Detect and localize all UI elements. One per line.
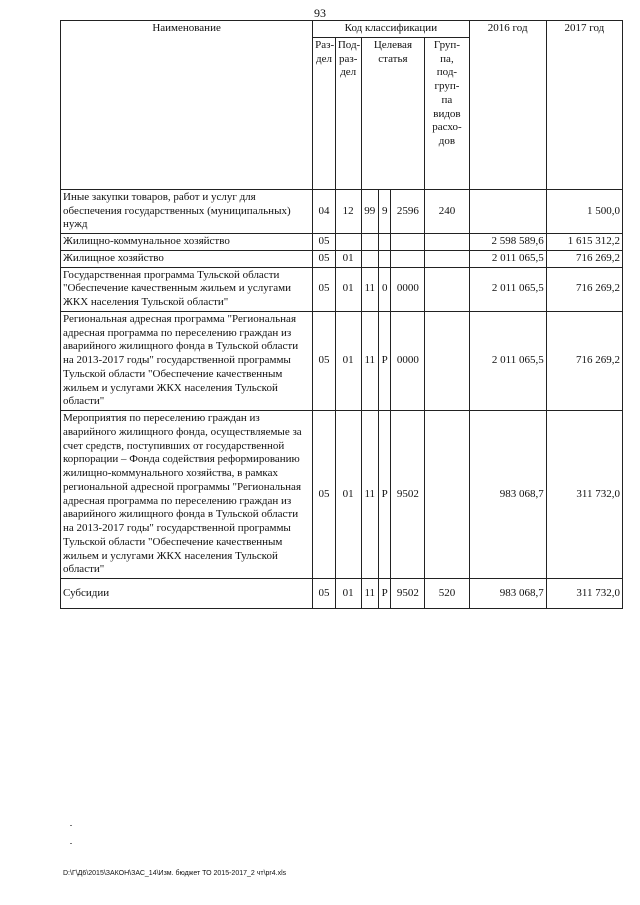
header-section: Раз- дел [313, 37, 336, 189]
row-target-2: 9 [379, 189, 391, 233]
row-subsection: 01 [335, 579, 361, 609]
row-group: 520 [425, 579, 469, 609]
header-row-1 [61, 21, 623, 38]
row-target-3: 0000 [391, 267, 425, 311]
header-expense-group: Груп- па, под- груп- па видов расхо- дов [425, 37, 469, 189]
header-code: Код классификации [313, 21, 469, 38]
row-target-3: 0000 [391, 311, 425, 410]
row-target-2: 0 [379, 267, 391, 311]
row-subsection: 01 [335, 267, 361, 311]
table-row [61, 250, 623, 267]
row-subsection: 01 [335, 311, 361, 410]
row-name: Жилищно-коммунальное хозяйство [61, 234, 313, 251]
table-row [61, 411, 623, 579]
row-2016: 2 011 065,5 [469, 311, 546, 410]
row-target-3 [391, 234, 425, 251]
row-target-2: Р [379, 411, 391, 579]
row-subsection: 01 [335, 411, 361, 579]
row-group [425, 267, 469, 311]
row-name: Жилищное хозяйство [61, 250, 313, 267]
table-row [61, 189, 623, 233]
row-name: Субсидии [61, 579, 313, 609]
row-group: 240 [425, 189, 469, 233]
footer-file-path: D:\Г\Д6\2015\ЗАКОН\ЗАС_14\Изм. бюджет ТО 2015-2017_2 чт\pr4.xls [63, 870, 287, 877]
row-target-3 [391, 250, 425, 267]
table-row [61, 579, 623, 609]
row-2017: 716 269,2 [546, 267, 622, 311]
row-subsection: 01 [335, 250, 361, 267]
row-2016: 2 011 065,5 [469, 250, 546, 267]
table-row [61, 311, 623, 410]
row-target-2: Р [379, 579, 391, 609]
header-name: Наименование [61, 21, 313, 190]
row-section: 05 [313, 234, 336, 251]
row-name: Мероприятия по переселению граждан из аварийного жилищного фонда, осуществляемые за счет средств, поступивших от государственной корпорации – Фонда содействия реформированию жилищно-коммунального хозяйства, в рамках региональной адресной программы "Региональная адресная программа по переселению граждан из аварийного жилищного фонда в Тульской области на 2013-2017 годы" государственной программы Тульской области "Обеспечение качественным жильем и услугами ЖКХ населения Тульской области" [61, 411, 313, 579]
row-target-1 [361, 234, 378, 251]
row-section: 05 [313, 311, 336, 410]
header-subsection: Под- раз- дел [335, 37, 361, 189]
scan-speck [70, 843, 72, 844]
row-2017: 311 732,0 [546, 411, 622, 579]
row-target-1: 11 [361, 311, 378, 410]
row-name: Государственная программа Тульской области "Обеспечение качественным жильем и услугами ЖКХ населения Тульской области" [61, 267, 313, 311]
row-section: 04 [313, 189, 336, 233]
row-target-1: 11 [361, 579, 378, 609]
row-name: Региональная адресная программа "Региональная адресная программа по переселению граждан из аварийного жилищного фонда в Тульской области на 2013-2017 годы" государственной программы Тульской области "Обеспечение качественным жильем и услугами ЖКХ населения Тульской области" [61, 311, 313, 410]
row-section: 05 [313, 250, 336, 267]
header-2017: 2017 год [546, 21, 622, 190]
row-2017: 311 732,0 [546, 579, 622, 609]
row-target-3: 9502 [391, 579, 425, 609]
table-row [61, 234, 623, 251]
row-2016: 2 011 065,5 [469, 267, 546, 311]
row-target-1: 11 [361, 411, 378, 579]
row-subsection [335, 234, 361, 251]
row-target-2 [379, 234, 391, 251]
row-group [425, 234, 469, 251]
scan-speck [70, 825, 72, 826]
row-target-2: Р [379, 311, 391, 410]
row-subsection: 12 [335, 189, 361, 233]
row-section: 05 [313, 267, 336, 311]
row-2016: 983 068,7 [469, 579, 546, 609]
row-section: 05 [313, 579, 336, 609]
row-group [425, 411, 469, 579]
row-target-3: 2596 [391, 189, 425, 233]
row-name: Иные закупки товаров, работ и услуг для обеспечения государственных (муниципальных) нужд [61, 189, 313, 233]
row-2017: 1 615 312,2 [546, 234, 622, 251]
row-target-3: 9502 [391, 411, 425, 579]
row-2016: 2 598 589,6 [469, 234, 546, 251]
row-2017: 716 269,2 [546, 250, 622, 267]
row-2016: 983 068,7 [469, 411, 546, 579]
header-target-article: Целевая статья [361, 37, 425, 189]
row-group [425, 311, 469, 410]
row-target-2 [379, 250, 391, 267]
row-group [425, 250, 469, 267]
row-target-1: 11 [361, 267, 378, 311]
budget-table [60, 20, 623, 609]
row-2016 [469, 189, 546, 233]
row-section: 05 [313, 411, 336, 579]
row-2017: 716 269,2 [546, 311, 622, 410]
row-target-1 [361, 250, 378, 267]
row-2017: 1 500,0 [546, 189, 622, 233]
page-number: 93 [314, 6, 326, 20]
header-2016: 2016 год [469, 21, 546, 190]
table-row [61, 267, 623, 311]
row-target-1: 99 [361, 189, 378, 233]
